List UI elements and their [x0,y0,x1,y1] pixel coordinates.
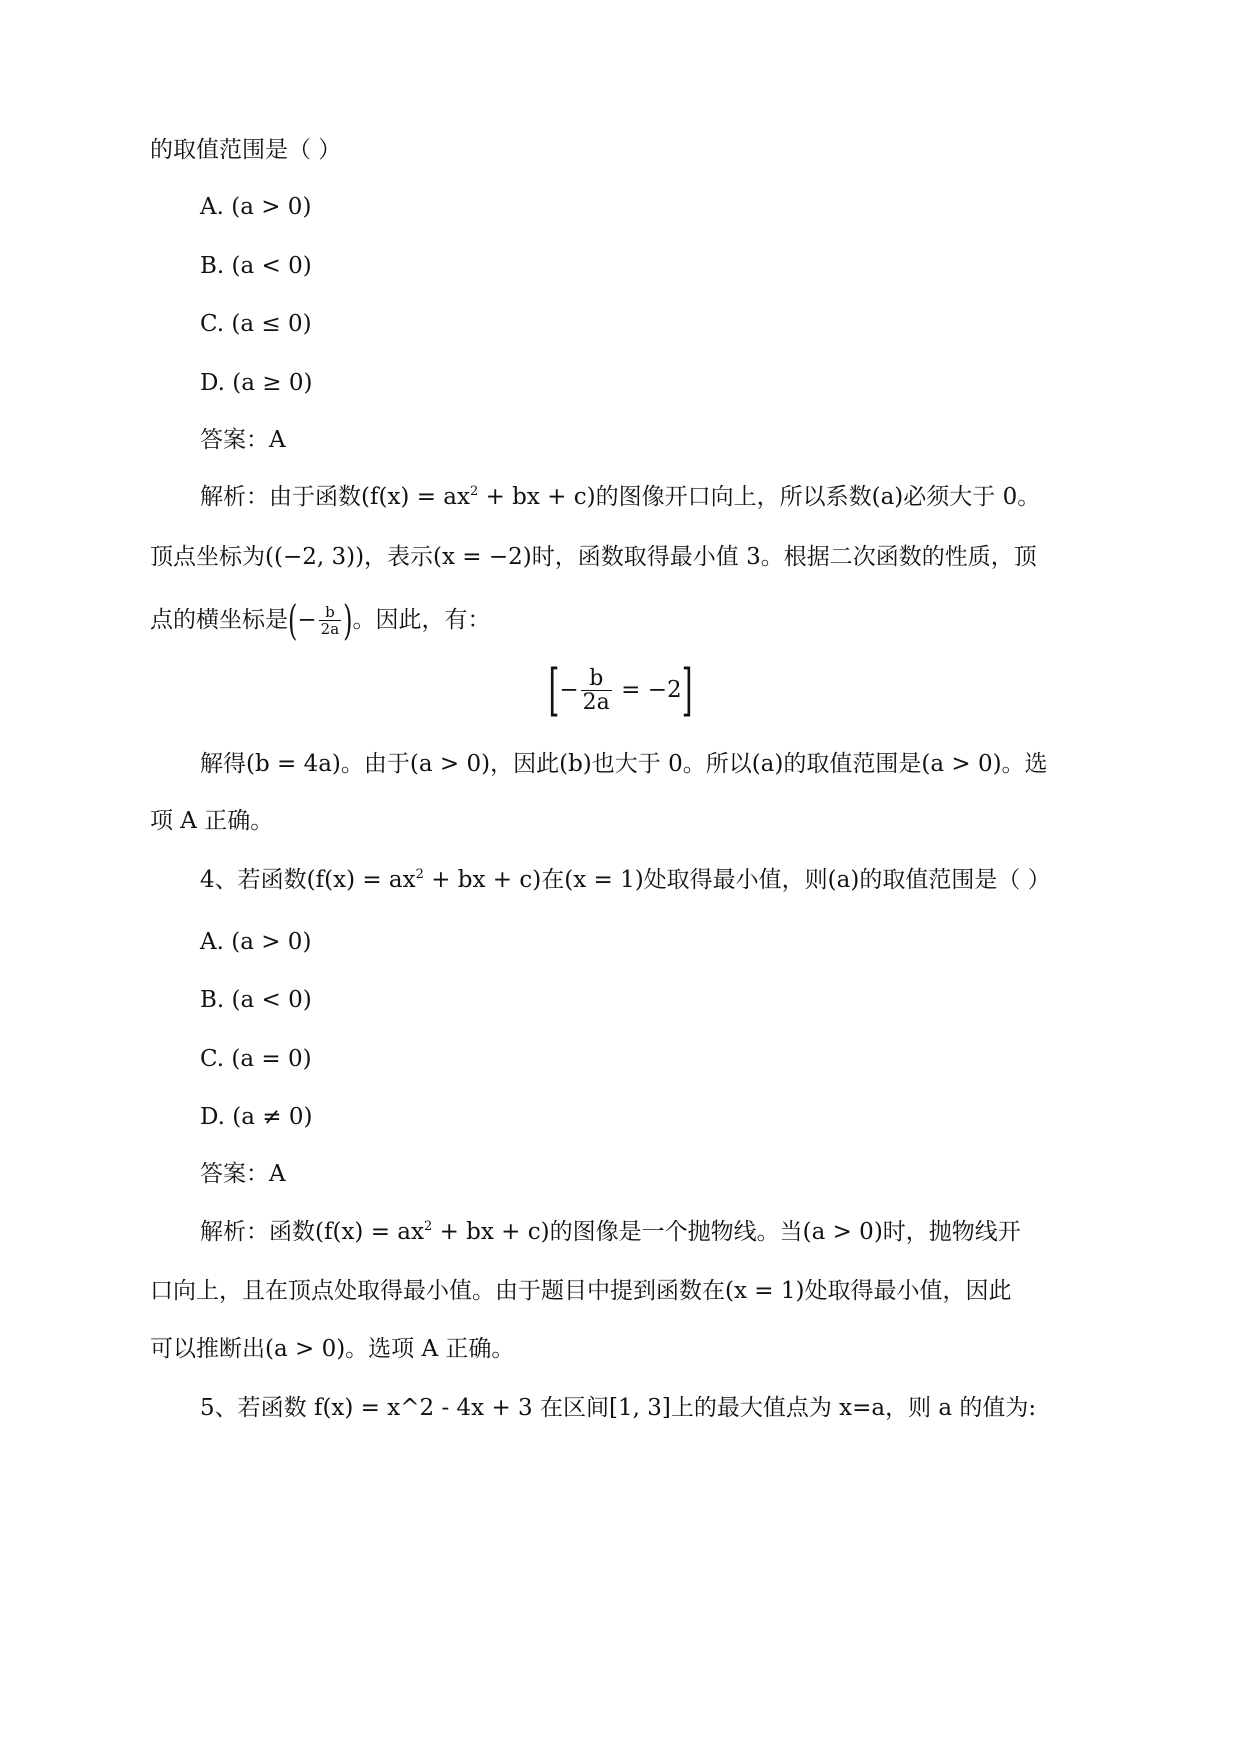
q3-analysis-line-2: 顶点坐标为((−2, 3))，表示(x = −2)时，函数取得最小值 3。根据二次函数的性质，顶 [150,544,1037,570]
q4-option-d: D. (a ≠ 0) [200,1104,313,1130]
q3-analysis-text: 解析：由于函数(f(x) = ax [200,484,470,510]
q3-analysis-line-4: 解得(b = 4a)。由于(a > 0)，因此(b)也大于 0。所以(a)的取值范围是(a > 0)。选 [200,751,1048,777]
q3-option-a: A. (a > 0) [200,194,312,220]
q3-option-c: C. (a ≤ 0) [200,311,312,337]
open-bracket: [ [548,657,560,723]
close-paren: ) [343,597,353,645]
q3-answer: 答案：A [200,427,286,453]
fraction-denominator: 2a [582,690,610,715]
q4-stem-text: + bx + c)在(x = 1)处取得最小值，则(a)的取值范围是（ ） [423,867,1051,893]
close-bracket: ] [681,657,693,723]
equation-rhs: = −2 [621,677,682,703]
q4-stem [200,864,1051,896]
q3-analysis-line-5: 项 A 正确。 [150,808,274,834]
fraction-numerator: b [589,666,604,691]
q4-option-b: B. (a < 0) [200,987,312,1013]
q4-analysis-text: 解析：函数(f(x) = ax [200,1219,424,1245]
q4-analysis-line-2: 口向上，且在顶点处取得最小值。由于题目中提到函数在(x = 1)处取得最小值，因此 [150,1278,1012,1304]
q4-answer: 答案：A [200,1161,286,1187]
fraction-display [581,668,612,714]
q3-analysis-text: 。因此，有： [352,607,491,633]
q3-analysis-text: 点的横坐标是 [150,607,288,633]
q5-stem: 5、若函数 f(x) = x^2 - 4x + 3 在区间[1, 3]上的最大值点为 x=a，则 a 的值为: [200,1395,1037,1421]
open-paren: ( [288,597,298,645]
q3-stem-tail: 的取值范围是（ ） [150,137,342,163]
q4-option-c: C. (a = 0) [200,1046,312,1072]
exponent: 2 [423,1219,433,1234]
q3-option-d: D. (a ≥ 0) [200,370,313,396]
fraction-numerator: b [325,603,335,621]
q3-analysis-line-1 [200,481,1040,513]
minus-sign: − [559,677,579,703]
q3-analysis-text: + bx + c)的图像开口向上，所以系数(a)必须大于 0。 [478,484,1041,510]
q3-option-b: B. (a < 0) [200,253,312,279]
minus-sign: − [297,607,317,633]
q4-analysis-line-1 [200,1216,1021,1248]
exponent: 2 [415,867,424,882]
q4-analysis-text: + bx + c)的图像是一个抛物线。当(a > 0)时，抛物线开 [432,1219,1021,1245]
q4-analysis-line-3: 可以推断出(a > 0)。选项 A 正确。 [150,1336,515,1362]
q4-stem-text: 4、若函数(f(x) = ax [200,867,416,893]
exponent: 2 [469,484,479,499]
q3-analysis-line-3 [150,598,491,643]
display-equation [0,657,1241,723]
fraction-denominator: 2a [320,620,340,638]
q4-option-a: A. (a > 0) [200,929,312,955]
fraction-inline [319,605,342,637]
